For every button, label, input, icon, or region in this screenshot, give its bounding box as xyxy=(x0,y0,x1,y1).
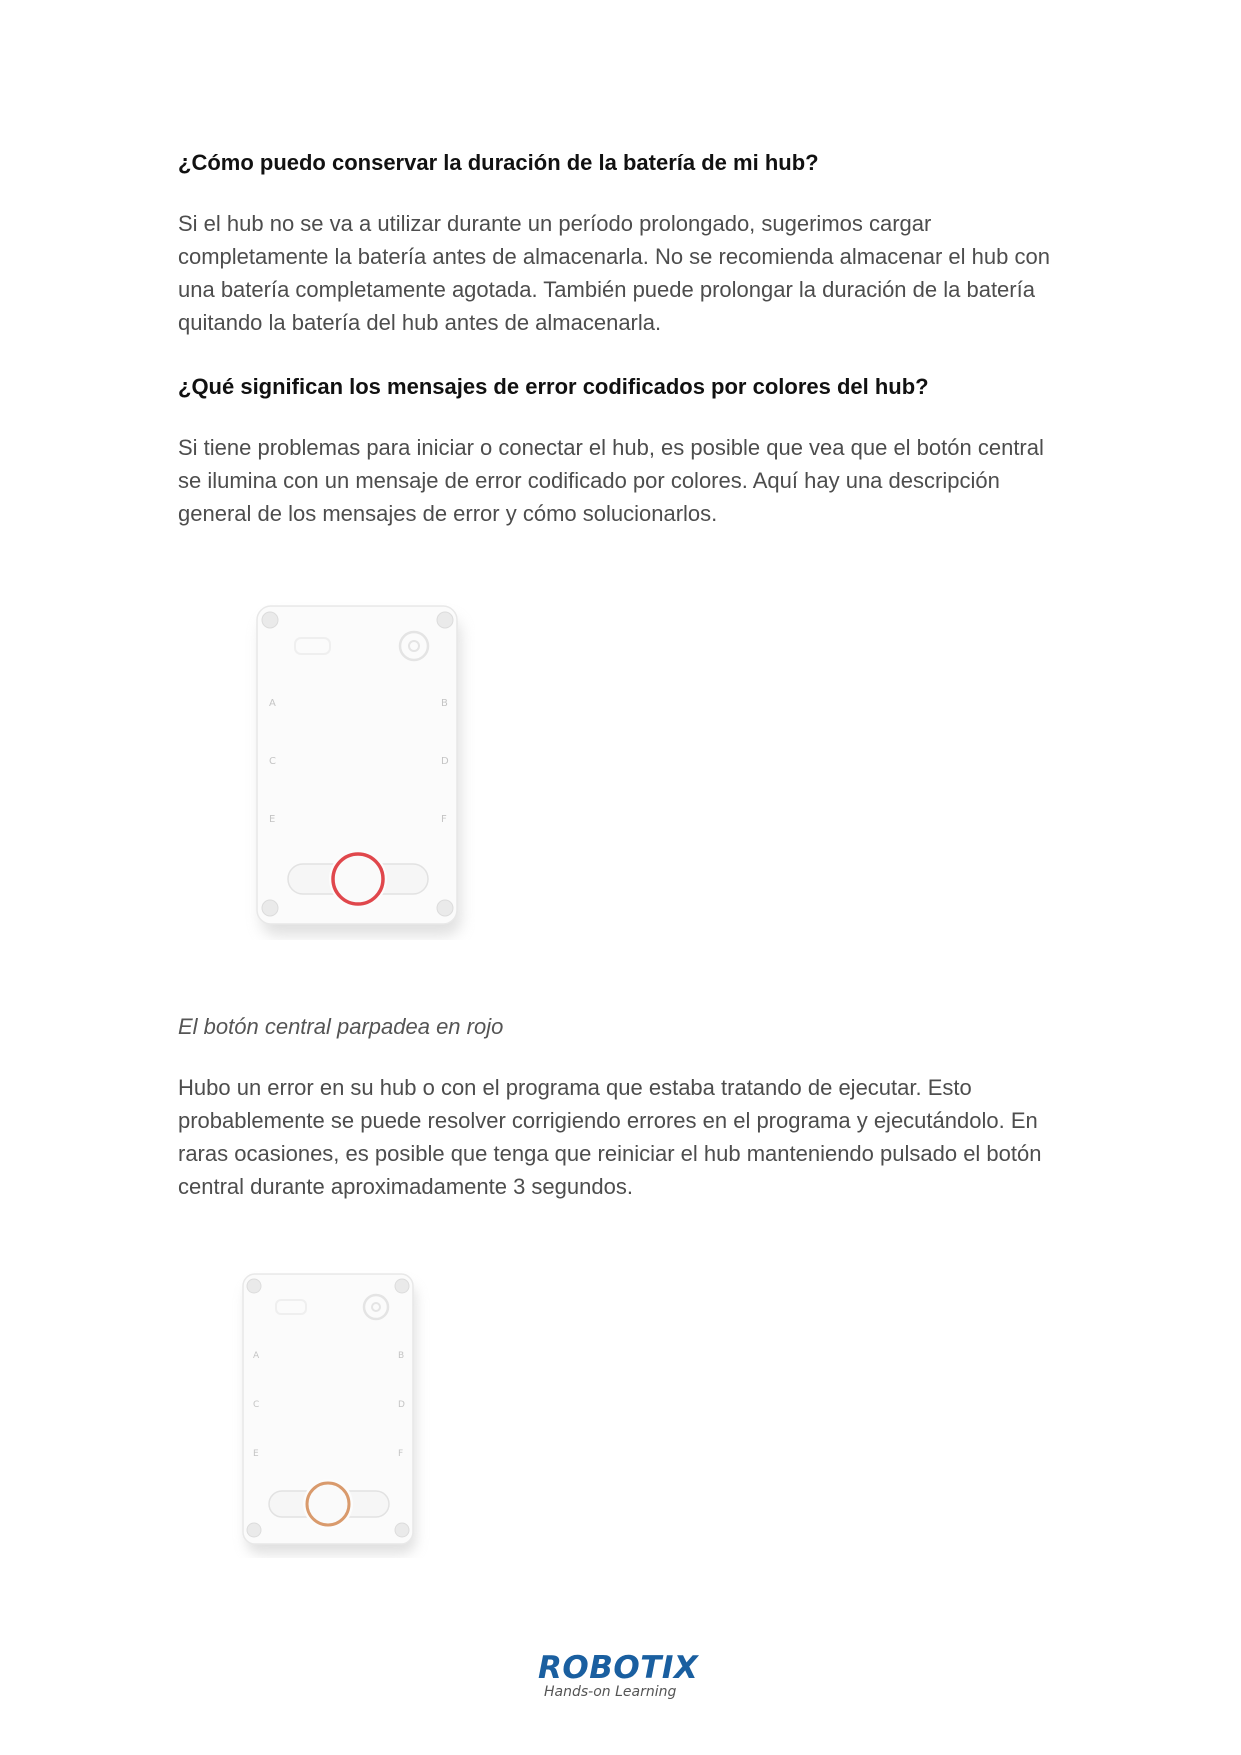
logo-tagline: Hands-on Learning xyxy=(544,1684,677,1700)
hub-image-red xyxy=(245,600,475,940)
port-label-c: C xyxy=(253,1400,260,1410)
robotix-logo xyxy=(538,1652,708,1700)
port-label-b: B xyxy=(398,1351,405,1361)
hub-image-orange xyxy=(232,1268,432,1558)
port-label-e: E xyxy=(253,1449,259,1459)
center-button-ring xyxy=(307,1483,349,1525)
error-text-red: Hubo un error en su hub o con el programa que estaba tratando de ejecutar. Esto probablemente se puede resolver corrigiendo errores en el programa y ejecutándolo. En raras ocasiones, es posible que tenga que reiniciar el hub manteniendo pulsado el botón central durante aproximadamente 3 segundos. xyxy=(178,1075,1042,1199)
section-heading-battery: ¿Cómo puedo conservar la duración de la batería de mi hub? xyxy=(178,150,819,175)
port-label-c: C xyxy=(269,756,276,767)
port-label-d: D xyxy=(441,756,449,767)
section-heading-error-colors: ¿Qué significan los mensajes de error codificados por colores del hub? xyxy=(178,374,929,399)
port-label-d: D xyxy=(398,1400,405,1410)
port-label-a: A xyxy=(253,1351,260,1361)
section-text-battery: Si el hub no se va a utilizar durante un período prolongado, sugerimos cargar completamente la batería antes de almacenarla. No se recomienda almacenar el hub con una batería completamente agotada. También puede prolongar la duración de la batería quitando la batería del hub antes de almacenarla. xyxy=(178,211,1050,335)
port-label-f: F xyxy=(441,814,447,825)
port-label-f: F xyxy=(398,1449,404,1459)
center-button-ring xyxy=(333,854,383,904)
port-label-b: B xyxy=(441,698,448,709)
port-label-e: E xyxy=(269,814,276,825)
port-label-a: A xyxy=(269,698,276,709)
logo-wordmark: ROBOTIX xyxy=(538,1650,699,1686)
section-text-error-colors: Si tiene problemas para iniciar o conectar el hub, es posible que vea que el botón central se ilumina con un mensaje de error codificado por colores. Aquí hay una descripción general de los mensajes de error y cómo solucionarlos. xyxy=(178,435,1044,526)
error-caption-red: El botón central parpadea en rojo xyxy=(178,1014,504,1039)
